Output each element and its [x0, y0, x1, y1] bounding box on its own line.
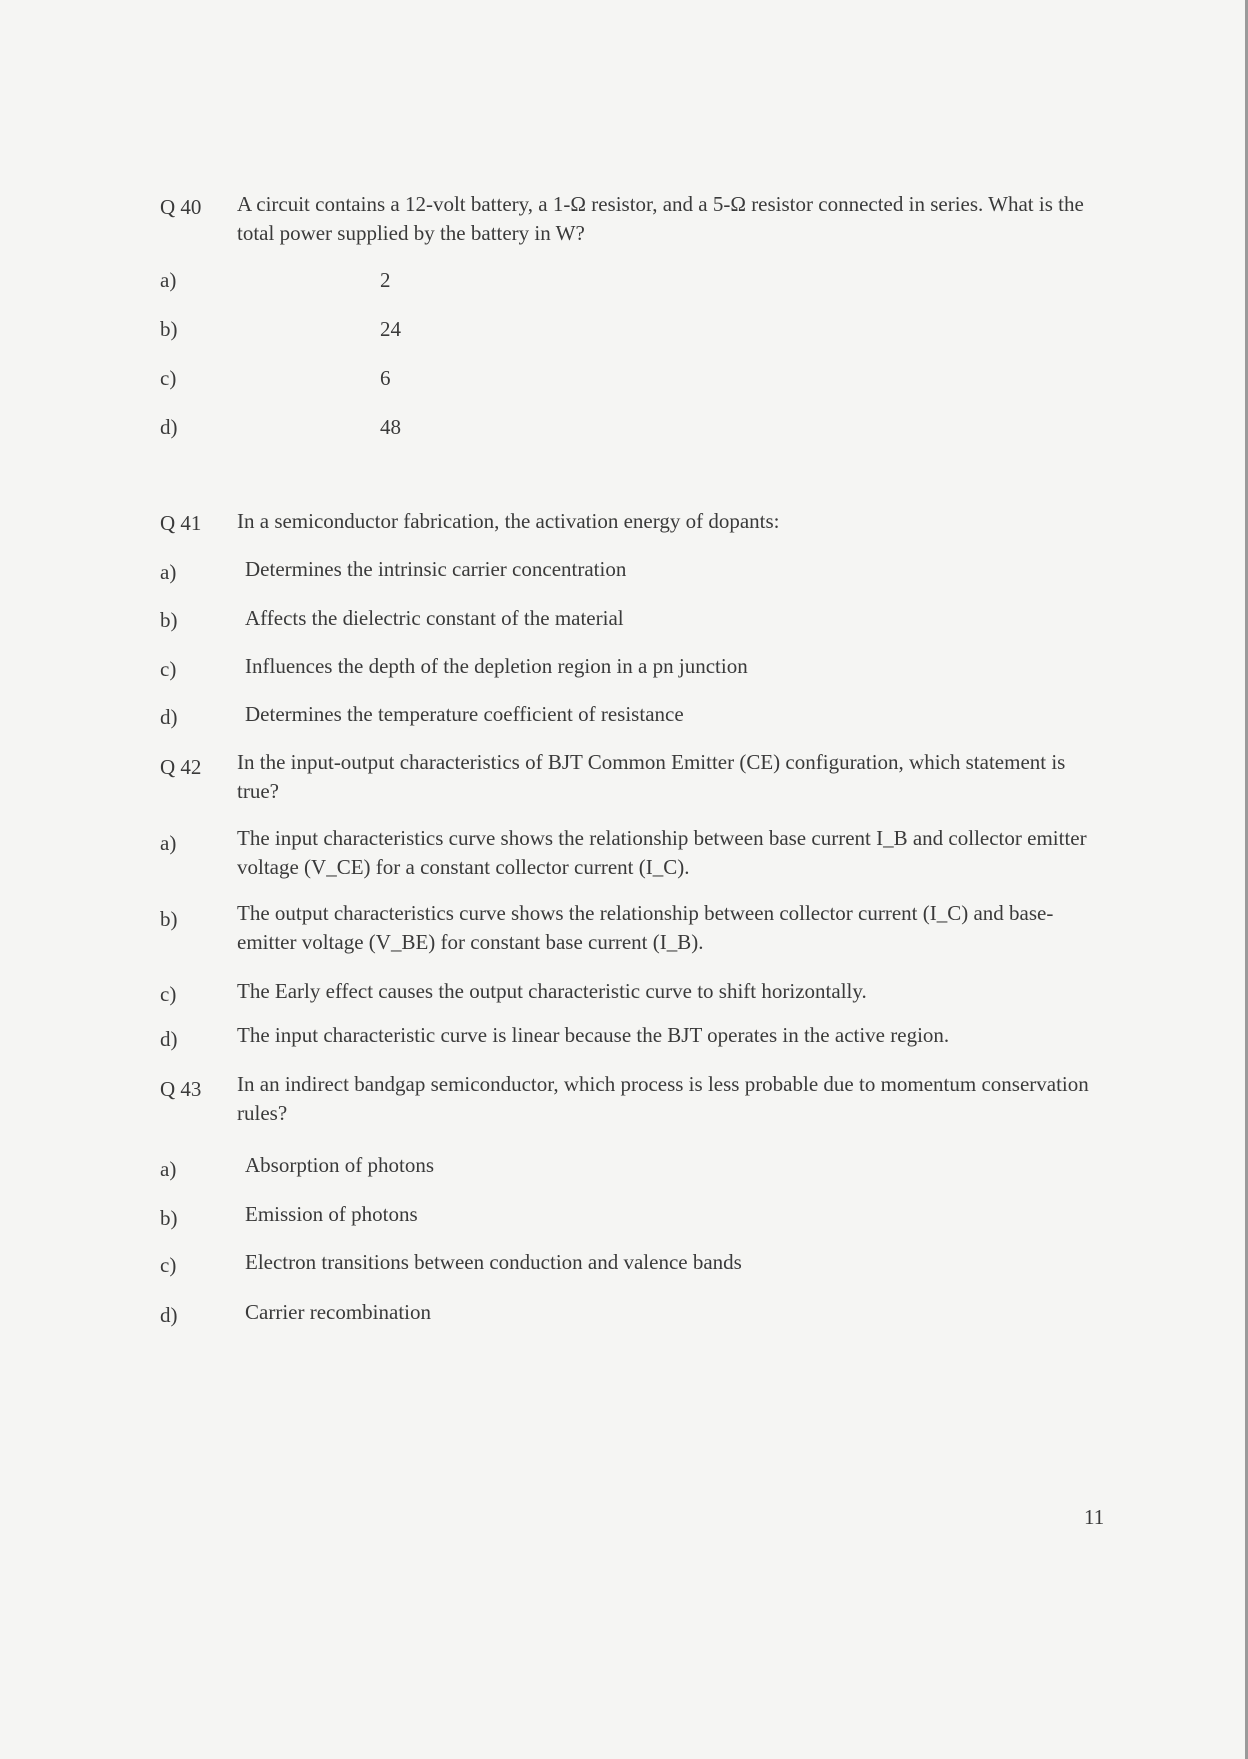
option-letter: c)	[160, 1253, 177, 1277]
question-text: A circuit contains a 12-volt battery, a 1-Ω resistor, and a 5-Ω resistor connected in series. What is the total power supplied by the battery in W?	[237, 192, 1084, 245]
option-text: Determines the intrinsic carrier concentration	[245, 557, 627, 581]
option-text: Absorption of photons	[245, 1153, 434, 1177]
option-letter: b)	[160, 907, 178, 931]
option-letter: a)	[160, 831, 177, 855]
option-letter: d)	[160, 705, 178, 729]
question-text: In the input-output characteristics of BJT Common Emitter (CE) configuration, which statement is true?	[237, 750, 1066, 803]
question-number: Q 40	[160, 195, 202, 219]
option-letter: a)	[160, 268, 177, 292]
option-letter: d)	[160, 1027, 178, 1051]
option-text: Emission of photons	[245, 1202, 418, 1226]
option-letter: c)	[160, 657, 177, 681]
question-text: In an indirect bandgap semiconductor, which process is less probable due to momentum conservation rules?	[237, 1072, 1089, 1125]
option-text: Carrier recombination	[245, 1300, 432, 1324]
option-letter: c)	[160, 982, 177, 1006]
option-text: The output characteristics curve shows the relationship between collector current (I_C) and base-emitter voltage (V_BE) for constant base current (I_B).	[237, 901, 1054, 954]
option-letter: d)	[160, 1303, 178, 1327]
option-text: The input characteristics curve shows the relationship between base current I_B and collector emitter voltage (V_CE) for a constant collector current (I_C).	[237, 826, 1087, 879]
page-number: 11	[1084, 1505, 1105, 1529]
question-number: Q 41	[160, 511, 202, 535]
option-letter: b)	[160, 1206, 178, 1230]
option-text: 48	[380, 415, 401, 439]
question-number: Q 42	[160, 755, 202, 779]
option-text: Influences the depth of the depletion region in a pn junction	[245, 654, 748, 678]
option-text: 6	[380, 366, 391, 390]
option-text: The Early effect causes the output characteristic curve to shift horizontally.	[237, 979, 867, 1003]
option-text: Affects the dielectric constant of the material	[245, 606, 624, 630]
option-letter: a)	[160, 560, 177, 584]
option-letter: a)	[160, 1157, 177, 1181]
option-text: The input characteristic curve is linear because the BJT operates in the active region.	[237, 1023, 950, 1047]
option-text: 2	[380, 268, 391, 292]
option-text: Determines the temperature coefficient of resistance	[245, 702, 684, 726]
option-letter: c)	[160, 366, 177, 390]
option-letter: b)	[160, 317, 178, 341]
question-number: Q 43	[160, 1077, 202, 1101]
option-text: 24	[380, 317, 401, 341]
option-letter: d)	[160, 415, 178, 439]
option-text: Electron transitions between conduction and valence bands	[245, 1250, 742, 1274]
question-text: In a semiconductor fabrication, the activation energy of dopants:	[237, 509, 780, 533]
option-letter: b)	[160, 608, 178, 632]
